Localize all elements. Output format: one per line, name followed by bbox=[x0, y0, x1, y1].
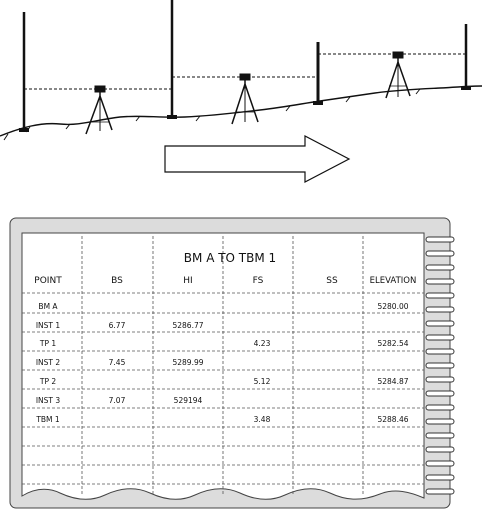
cell-point: BM A bbox=[38, 302, 58, 311]
cell-bs: 6.77 bbox=[108, 321, 126, 330]
level-rod-tp-1 bbox=[167, 0, 177, 119]
cell-point: INST 2 bbox=[35, 358, 61, 367]
cell-fs: 3.48 bbox=[253, 415, 271, 424]
header-elevation: ELEVATION bbox=[369, 276, 417, 286]
field-book-title: BM A TO TBM 1 bbox=[183, 251, 277, 265]
header-hi: HI bbox=[183, 276, 193, 286]
field-book bbox=[10, 218, 454, 508]
cell-elevation: 5282.54 bbox=[377, 339, 409, 348]
cell-elevation: 5284.87 bbox=[377, 377, 409, 386]
cell-elevation: 5288.46 bbox=[377, 415, 409, 424]
cell-bs: 7.45 bbox=[108, 358, 126, 367]
cell-point: INST 3 bbox=[35, 396, 61, 405]
level-rod-bm-a bbox=[19, 12, 29, 132]
cell-point: INST 1 bbox=[35, 321, 61, 330]
header-point: POINT bbox=[34, 276, 62, 286]
header-ss: SS bbox=[326, 276, 338, 286]
cell-hi: 5289.99 bbox=[172, 358, 204, 367]
level-rod-tbm-1 bbox=[461, 24, 471, 90]
cell-fs: 5.12 bbox=[253, 377, 271, 386]
header-fs: FS bbox=[252, 276, 264, 286]
level-instrument-1 bbox=[86, 86, 112, 134]
field-illustration bbox=[0, 0, 482, 182]
cell-point: TP 2 bbox=[39, 377, 57, 386]
cell-elevation: 5280.00 bbox=[377, 302, 409, 311]
cell-hi: 529194 bbox=[173, 396, 203, 405]
level-instrument-2 bbox=[232, 74, 258, 124]
cell-bs: 7.07 bbox=[108, 396, 126, 405]
cell-hi: 5286.77 bbox=[172, 321, 204, 330]
direction-arrow bbox=[165, 136, 349, 182]
header-bs: BS bbox=[111, 276, 123, 286]
cell-point: TBM 1 bbox=[36, 415, 60, 424]
level-rod-tp-2 bbox=[313, 42, 323, 105]
cell-point: TP 1 bbox=[39, 339, 57, 348]
cell-fs: 4.23 bbox=[253, 339, 271, 348]
